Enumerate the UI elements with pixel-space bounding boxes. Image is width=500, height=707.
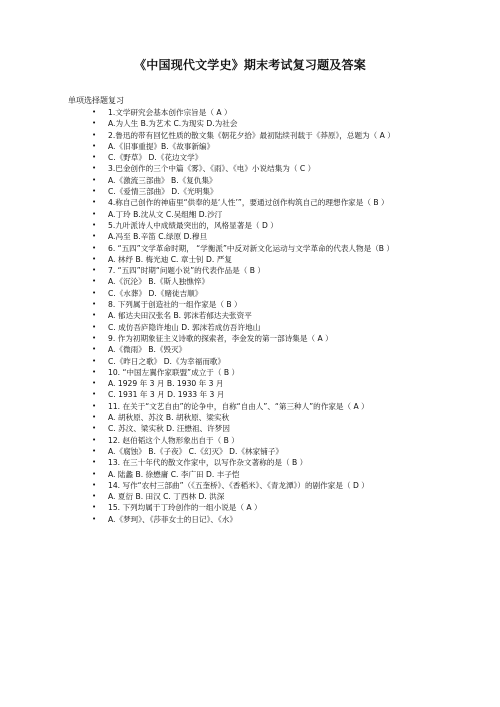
list-item (92, 446, 462, 457)
list-item (92, 254, 462, 265)
list-item-text: C. 成仿吾庐隐许地山 D. 郭沫若成仿吾许地山 (108, 322, 261, 332)
bullet-icon: • (92, 220, 97, 229)
list-item (92, 118, 462, 129)
list-item (92, 220, 462, 231)
bullet-icon: • (92, 164, 97, 173)
list-item (92, 469, 462, 480)
list-item-text: 2.鲁迅的带有回忆性质的散文集《朝花夕拾》最初陆续刊载于《莽原》，总题为（ A ） (108, 130, 395, 140)
bullet-icon: • (92, 209, 97, 218)
list-item (92, 457, 462, 468)
list-item (92, 243, 462, 254)
bullet-icon: • (92, 288, 97, 297)
list-item (92, 310, 462, 321)
list-item (92, 107, 462, 118)
list-item (92, 367, 462, 378)
list-item-text: A.为人生 B.为艺术 C.为现实 D.为社会 (108, 119, 238, 129)
list-item-text: C.《野草》 D.《花边文学》 (108, 153, 203, 163)
list-item (92, 389, 462, 400)
list-item-text: 14. 写作“农村三部曲”（《五奎桥》、《香稻米》、《青龙潭》）的剧作家是（ D ） (108, 480, 369, 490)
bullet-icon: • (92, 458, 97, 467)
bullet-icon: • (92, 401, 97, 410)
list-item (92, 175, 462, 186)
bullet-icon: • (92, 514, 97, 523)
list-item-text: 4.称自己创作的神庙里“供奉的是‘人性’”，要通过创作构筑自己的理想作家是（ B ） (108, 198, 389, 208)
list-item (92, 276, 462, 287)
list-item (92, 152, 462, 163)
bullet-icon: • (92, 175, 97, 184)
list-item-text: A. 胡秋原、苏汶 B. 胡秋原、梁实秋 (108, 413, 230, 423)
bullet-icon: • (92, 424, 97, 433)
bullet-icon: • (92, 119, 97, 128)
list-item-text: A. 1929 年 3 月 B. 1930 年 3 月 (108, 379, 224, 389)
list-item-text: 13. 在三十年代的散文作家中，以写作杂文著称的是（ B ） (108, 458, 308, 468)
list-item-text: A.《激流三部曲》 B.《复仇集》 (108, 175, 217, 185)
bullet-icon: • (92, 367, 97, 376)
bullet-icon: • (92, 322, 97, 331)
bullet-icon: • (92, 141, 97, 150)
bullet-icon: • (92, 277, 97, 286)
list-item-text: A. 林纾 B. 梅光迪 C. 章士钊 D. 严复 (108, 254, 232, 264)
list-item-text: C. 苏汶、梁实秋 D. 汪懋祖、许梦因 (108, 424, 230, 434)
list-item (92, 299, 462, 310)
list-item-text: A.《旧事重提》B.《故事新编》 (108, 141, 215, 151)
list-item (92, 209, 462, 220)
list-item (92, 514, 462, 525)
page-title: 《中国现代文学史》期末考试复习题及答案 (134, 58, 366, 72)
list-item (92, 356, 462, 367)
list-item-text: C.《昨日之歌》 D.《为幸福而歌》 (108, 356, 226, 366)
list-item-text: C.《水葬》 D.《赌徒吉顺》 (108, 288, 203, 298)
list-item (92, 412, 462, 423)
bullet-icon: • (92, 413, 97, 422)
bullet-icon: • (92, 446, 97, 455)
bullet-icon: • (92, 333, 97, 342)
bullet-icon: • (92, 232, 97, 241)
list-item (92, 231, 462, 242)
bullet-icon: • (92, 153, 97, 162)
bullet-icon: • (92, 108, 97, 116)
list-item-text: 10. “中国左翼作家联盟”成立于（ B ） (108, 367, 240, 377)
list-item (92, 265, 462, 276)
bullet-icon: • (92, 187, 97, 196)
list-item-text: 15. 下列均属于丁玲创作的一组小说是（ A ） (108, 503, 262, 513)
list-item (92, 378, 462, 389)
list-item-text: A.《微雨》 B.《毁灭》 (108, 345, 187, 355)
list-item (92, 130, 462, 141)
list-item (92, 186, 462, 197)
list-item-text: 8. 下列属于创造社的一组作家是（ B ） (108, 300, 242, 310)
list-item-text: A.《腐蚀》 B.《子夜》 C.《幻灭》 D.《林家铺子》 (108, 446, 284, 456)
list-item-text: C.《爱情三部曲》 D.《光明集》 (108, 187, 218, 197)
list-item-text: A. 夏衍 B. 田汉 C. 丁西林 D. 洪深 (108, 492, 225, 502)
list-item (92, 333, 462, 344)
bullet-icon: • (92, 379, 97, 388)
bullet-icon: • (92, 345, 97, 354)
list-item (92, 344, 462, 355)
bullet-icon: • (92, 492, 97, 501)
bullet-icon: • (92, 198, 97, 207)
bullet-icon: • (92, 503, 97, 512)
list-item (92, 163, 462, 174)
list-item (92, 197, 462, 208)
list-item-text: A.《沉沦》 B.《斯人独憔悴》 (108, 277, 210, 287)
bullet-icon: • (92, 480, 97, 489)
list-item-text: C. 1931 年 3 月 D. 1933 年 3 月 (108, 390, 225, 400)
bullet-icon: • (92, 469, 97, 478)
list-item-text: 1.文学研究会基本创作宗旨是（ A ） (108, 108, 232, 117)
list-item (92, 141, 462, 152)
list-item-text: 5.九叶派诗人中成绩最突出的，风格显著是（ D ） (108, 220, 278, 230)
list-item-text: 12. 赵伯韬这个人物形象出自于（ B ） (108, 435, 239, 445)
list-item (92, 502, 462, 513)
list-item-text: A. 陆蠡 B. 徐懋庸 C. 李广田 D. 丰子恺 (108, 469, 240, 479)
question-list (92, 107, 462, 525)
list-item-text: A.丁玲 B.沈从文 C.吴组缃 D.沙汀 (108, 209, 223, 219)
list-item (92, 435, 462, 446)
bullet-icon: • (92, 390, 97, 399)
bullet-icon: • (92, 311, 97, 320)
section-heading: 单项选择题复习 (68, 96, 124, 105)
list-item (92, 480, 462, 491)
bullet-icon: • (92, 130, 97, 139)
list-item (92, 322, 462, 333)
list-item-text: 3.巴金创作的三个中篇《雾》、《雨》、《电》小说结集为（ C ） (108, 164, 316, 174)
list-item (92, 401, 462, 412)
list-item-text: 6. “五四”文学革命时期， “学衡派”中反对新文化运动与文学革命的代表人物是（B ） (108, 243, 395, 253)
list-item-text: A.冯至 B.辛笛 C.绿原 D.穆旦 (108, 232, 208, 242)
list-item (92, 423, 462, 434)
bullet-icon: • (92, 356, 97, 365)
bullet-icon: • (92, 300, 97, 309)
list-item-text: A.《梦珂》、《莎菲女士的日记》、《水》 (108, 514, 237, 524)
list-item-text: 7. “五四”时期“问题小说”的代表作品是（ B ） (108, 266, 265, 276)
list-item (92, 491, 462, 502)
list-item-text: 11. 在关于“文艺自由”的论争中，自称“自由人”、“第三种人”的作家是（ A ） (108, 401, 369, 411)
list-item-text: 9. 作为初期象征主义诗歌的探索者，李金发的第一部诗集是（ A ） (108, 333, 333, 343)
list-item (92, 288, 462, 299)
bullet-icon: • (92, 266, 97, 275)
bullet-icon: • (92, 435, 97, 444)
bullet-icon: • (92, 243, 97, 252)
bullet-icon: • (92, 254, 97, 263)
list-item-text: A. 郁达夫田汉张名 B. 郭沫若郁达夫张资平 (108, 311, 252, 321)
